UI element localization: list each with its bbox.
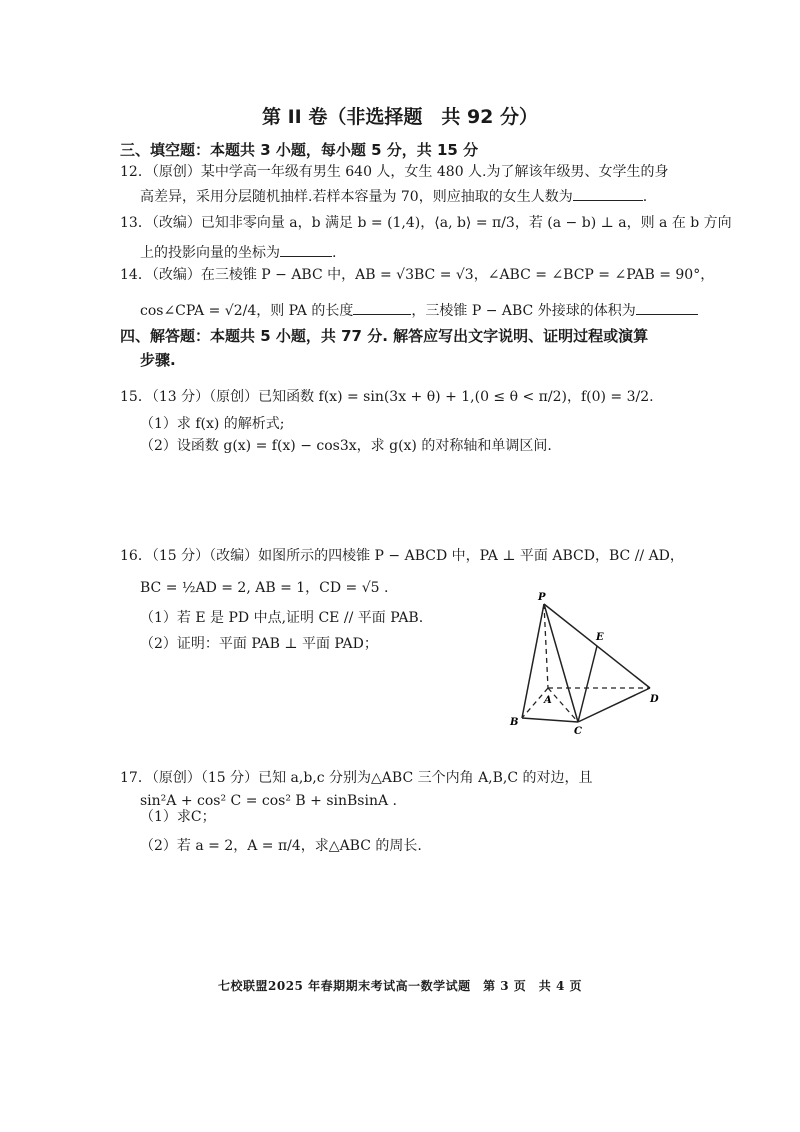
q12-period: . (642, 189, 648, 205)
q13-answer-blank[interactable] (280, 242, 332, 257)
q15-part1: （1）求 f(x) 的解析式; (140, 416, 285, 432)
section3-heading: 三、填空题：本题共 3 小题，每小题 5 分，共 15 分 (120, 141, 479, 159)
q17-line1: 17．（原创）（15 分）已知 a,b,c 分别为△ABC 三个内角 A,B,C 的对边，且 (120, 770, 593, 786)
q12-line2 (140, 186, 647, 207)
edge-CE (578, 646, 597, 722)
q16-line1: 16．（15 分）（改编）如图所示的四棱锥 P − ABCD 中，PA ⊥ 平面 ABCD，BC // AD， (120, 548, 684, 564)
edge-PB (522, 604, 544, 718)
q14-line2-text-b: ，三棱锥 P − ABC 外接球的体积为 (411, 303, 636, 319)
q16-part2: （2）证明：平面 PAB ⊥ 平面 PAD； (140, 636, 378, 652)
q15-part2: （2）设函数 g(x) = f(x) − cos3x，求 g(x) 的对称轴和单调区间. (140, 438, 552, 454)
q17-part1: （1）求C； (140, 809, 216, 825)
label-D: D (650, 694, 659, 705)
label-A: A (544, 695, 552, 706)
label-E: E (596, 632, 604, 643)
pyramid-figure (500, 590, 670, 740)
label-C: C (574, 726, 582, 737)
section4-heading-line2: 步骤. (140, 351, 176, 369)
q17-part2: （2）若 a = 2，A = π/4，求△ABC 的周长. (140, 838, 422, 854)
q14-line2-text-a: cos∠CPA = √2/4，则 PA 的长度 (140, 303, 354, 319)
q14-line2 (140, 300, 698, 321)
q14-line1: 14．（改编）在三棱锥 P − ABC 中，AB = √3BC = √3，∠ABC = ∠BCP = ∠PAB = 90°， (120, 267, 715, 283)
q12-line2-text: 高差异，采用分层随机抽样.若样本容量为 70，则应抽取的女生人数为 (140, 189, 573, 205)
q14-answer-blank-1[interactable] (353, 300, 411, 315)
q12-line1: 12．（原创）某中学高一年级有男生 640 人，女生 480 人.为了解该年级男、女学生的身 (120, 164, 669, 180)
edge-CD (578, 688, 650, 722)
q13-line2 (140, 242, 336, 263)
label-P: P (538, 592, 546, 603)
page-footer: 七校联盟2025 年春期期末考试高一数学试题 第 3 页 共 4 页 (218, 979, 582, 993)
section4-heading-line1: 四、解答题：本题共 5 小题，共 77 分. 解答应写出文字说明、证明过程或演算 (120, 327, 649, 345)
q14-answer-blank-2[interactable] (636, 300, 698, 315)
q17-line2: sin²A + cos² C = cos² B + sinBsinA . (140, 793, 397, 809)
label-B: B (510, 717, 519, 728)
q16-part1: （1）若 E 是 PD 中点,证明 CE // 平面 PAB. (140, 610, 424, 626)
q16-line2: BC = ½AD = 2, AB = 1，CD = √5 . (140, 580, 389, 596)
section-title: 第 II 卷（非选择题 共 92 分） (261, 106, 539, 128)
q13-line2-text: 上的投影向量的坐标为 (140, 245, 280, 261)
q15-line1: 15．（13 分）（原创）已知函数 f(x) = sin(3x + θ) + 1,(0 ≤ θ < π/2)，f(0) = 3/2. (120, 389, 654, 405)
q13-period: . (332, 245, 337, 261)
edge-BC (522, 718, 578, 722)
q13-line1: 13．（改编）已知非零向量 a，b 满足 b = (1,4)，⟨a, b⟩ = π/3，若 (a − b) ⊥ a，则 a 在 b 方向 (120, 215, 732, 231)
q12-answer-blank[interactable] (573, 186, 643, 201)
